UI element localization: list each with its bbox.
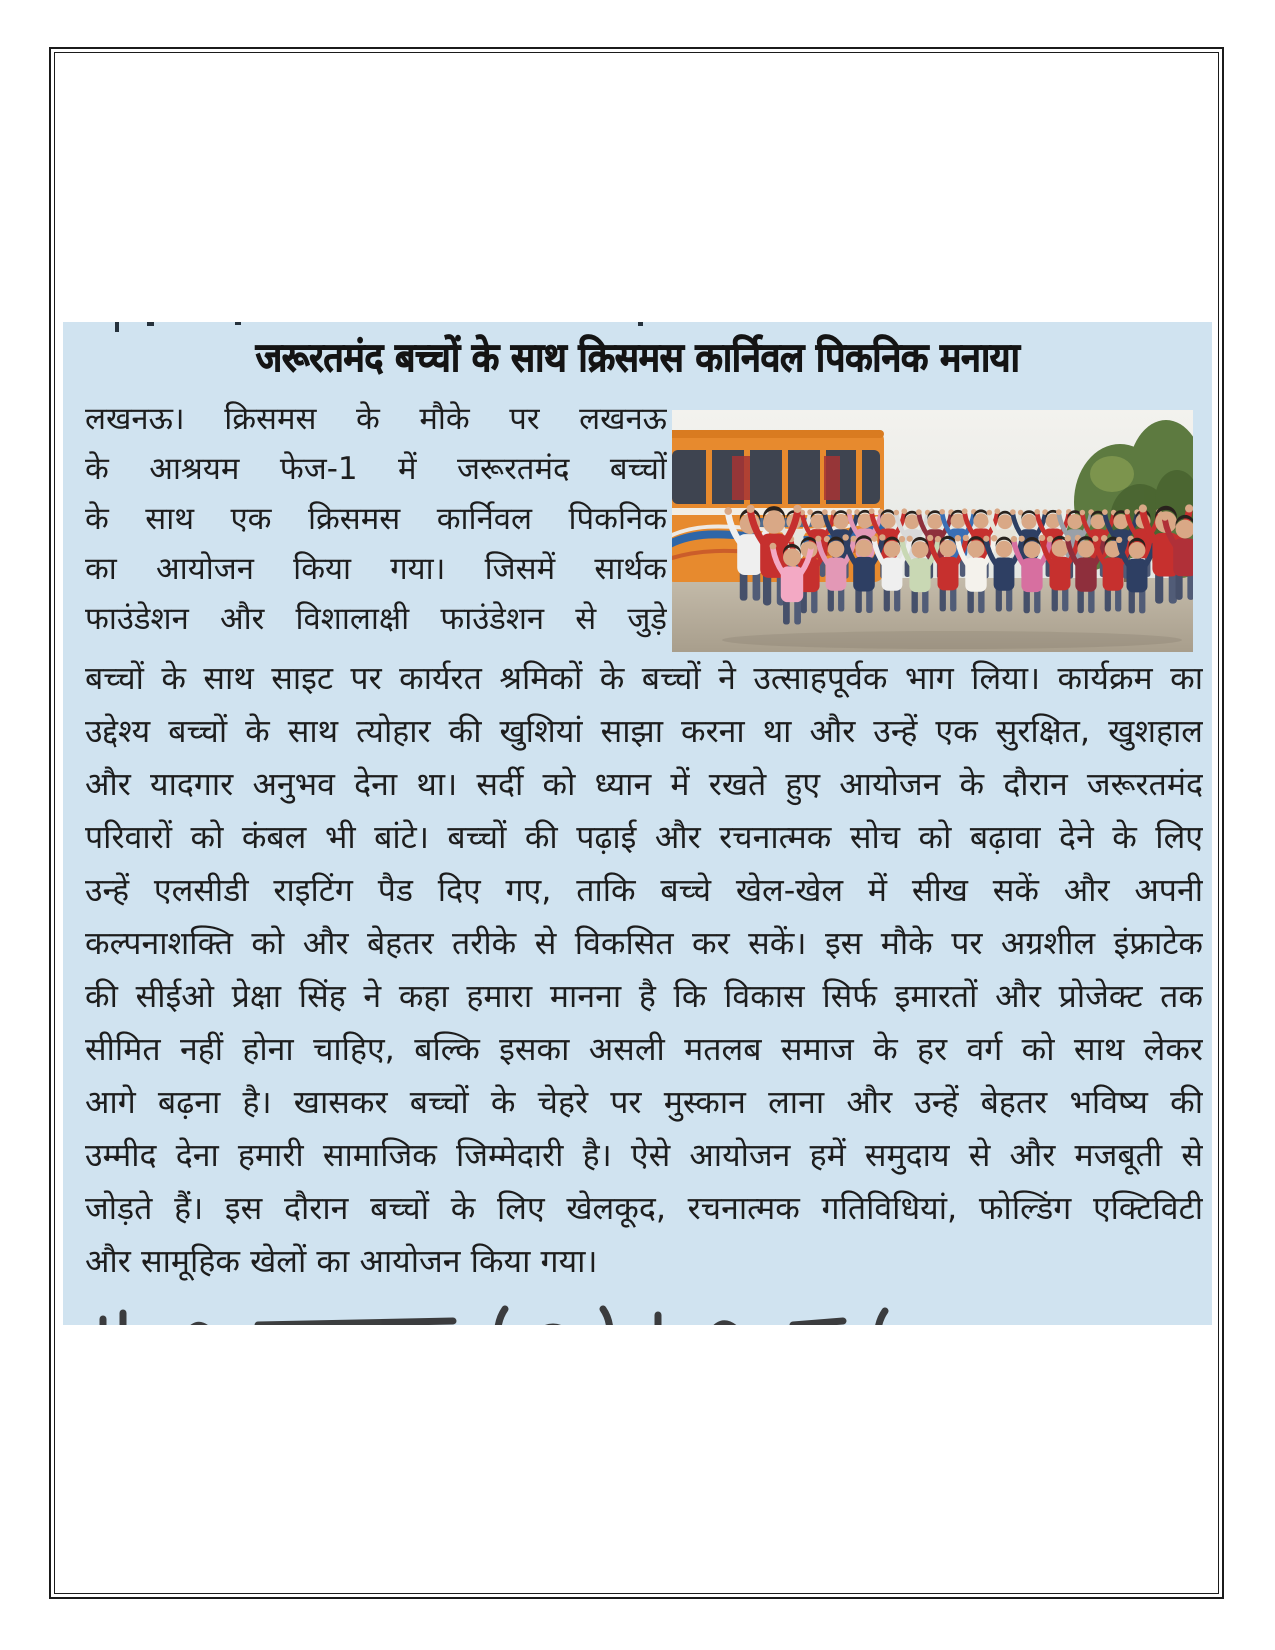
article-line: जोड़ते हैं। इस दौरान बच्चों के लिए खेलकूद, रचनात्मक गतिविधियां, फोल्डिंग एक्टिविटी [85, 1189, 1203, 1227]
article-line: के आश्रयम फेज-1 में जरूरतमंद बच्चों [85, 451, 667, 487]
article-line: बच्चों के साथ साइट पर कार्यरत श्रमिकों के बच्चों ने उत्साहपूर्वक भाग लिया। कार्यक्रम का [85, 659, 1203, 697]
article-photo [672, 410, 1193, 652]
article-column-text [85, 394, 667, 644]
cropped-text-fragment-top [115, 322, 119, 332]
article-line: की सीईओ प्रेक्षा सिंह ने कहा हमारा मानना है कि विकास सिर्फ इमारतों और प्रोजेक्ट तक [85, 977, 1203, 1015]
cropped-text-fragment-top [235, 322, 241, 325]
article-headline: जरूरतमंद बच्चों के साथ क्रिसमस कार्निवल पिकनिक मनाया [255, 335, 1020, 381]
article-line: उम्मीद देना हमारी सामाजिक जिम्मेदारी है। ऐसे आयोजन हमें समुदाय से और मजबूती से [85, 1136, 1203, 1174]
article-line: परिवारों को कंबल भी बांटे। बच्चों की पढ़ाई और रचनात्मक सोच को बढ़ावा देने के लिए [85, 818, 1203, 856]
article-line: का आयोजन किया गया। जिसमें सार्थक [85, 551, 667, 587]
article-line: उन्हें एलसीडी राइटिंग पैड दिए गए, ताकि बच्चे खेल-खेल में सीख सकें और अपनी [85, 871, 1203, 909]
photo-illustration [672, 410, 1193, 652]
cropped-glyph-shapes [83, 1305, 903, 1325]
article-line: सीमित नहीं होना चाहिए, बल्कि इसका असली मतलब समाज के हर वर्ग को साथ लेकर [85, 1030, 1203, 1068]
article-body-text [85, 652, 1203, 1288]
article-line: कल्पनाशक्ति को और बेहतर तरीके से विकसित कर सकें। इस मौके पर अग्रशील इंफ्राटेक [85, 924, 1203, 962]
cropped-text-fragment-bottom [83, 1305, 903, 1325]
article-line: उद्देश्य बच्चों के साथ त्योहार की खुशियां साझा करना था और उन्हें एक सुरक्षित, खुशहाल [85, 712, 1203, 750]
article-line: आगे बढ़ना है। खासकर बच्चों के चेहरे पर मुस्कान लाना और उन्हें बेहतर भविष्य की [85, 1083, 1203, 1121]
article-line: के साथ एक क्रिसमस कार्निवल पिकनिक [85, 501, 667, 537]
cropped-text-fragment-top [638, 322, 643, 326]
article-line: लखनऊ। क्रिसमस के मौके पर लखनऊ [85, 401, 667, 437]
article-line: और सामूहिक खेलों का आयोजन किया गया। [85, 1242, 598, 1280]
cropped-text-fragment-top [147, 322, 154, 326]
article-line: फाउंडेशन और विशालाक्षी फाउंडेशन से जुड़े [85, 601, 667, 637]
newspaper-clipping [63, 322, 1212, 1325]
article-line: और यादगार अनुभव देना था। सर्दी को ध्यान में रखते हुए आयोजन के दौरान जरूरतमंद [85, 765, 1203, 803]
